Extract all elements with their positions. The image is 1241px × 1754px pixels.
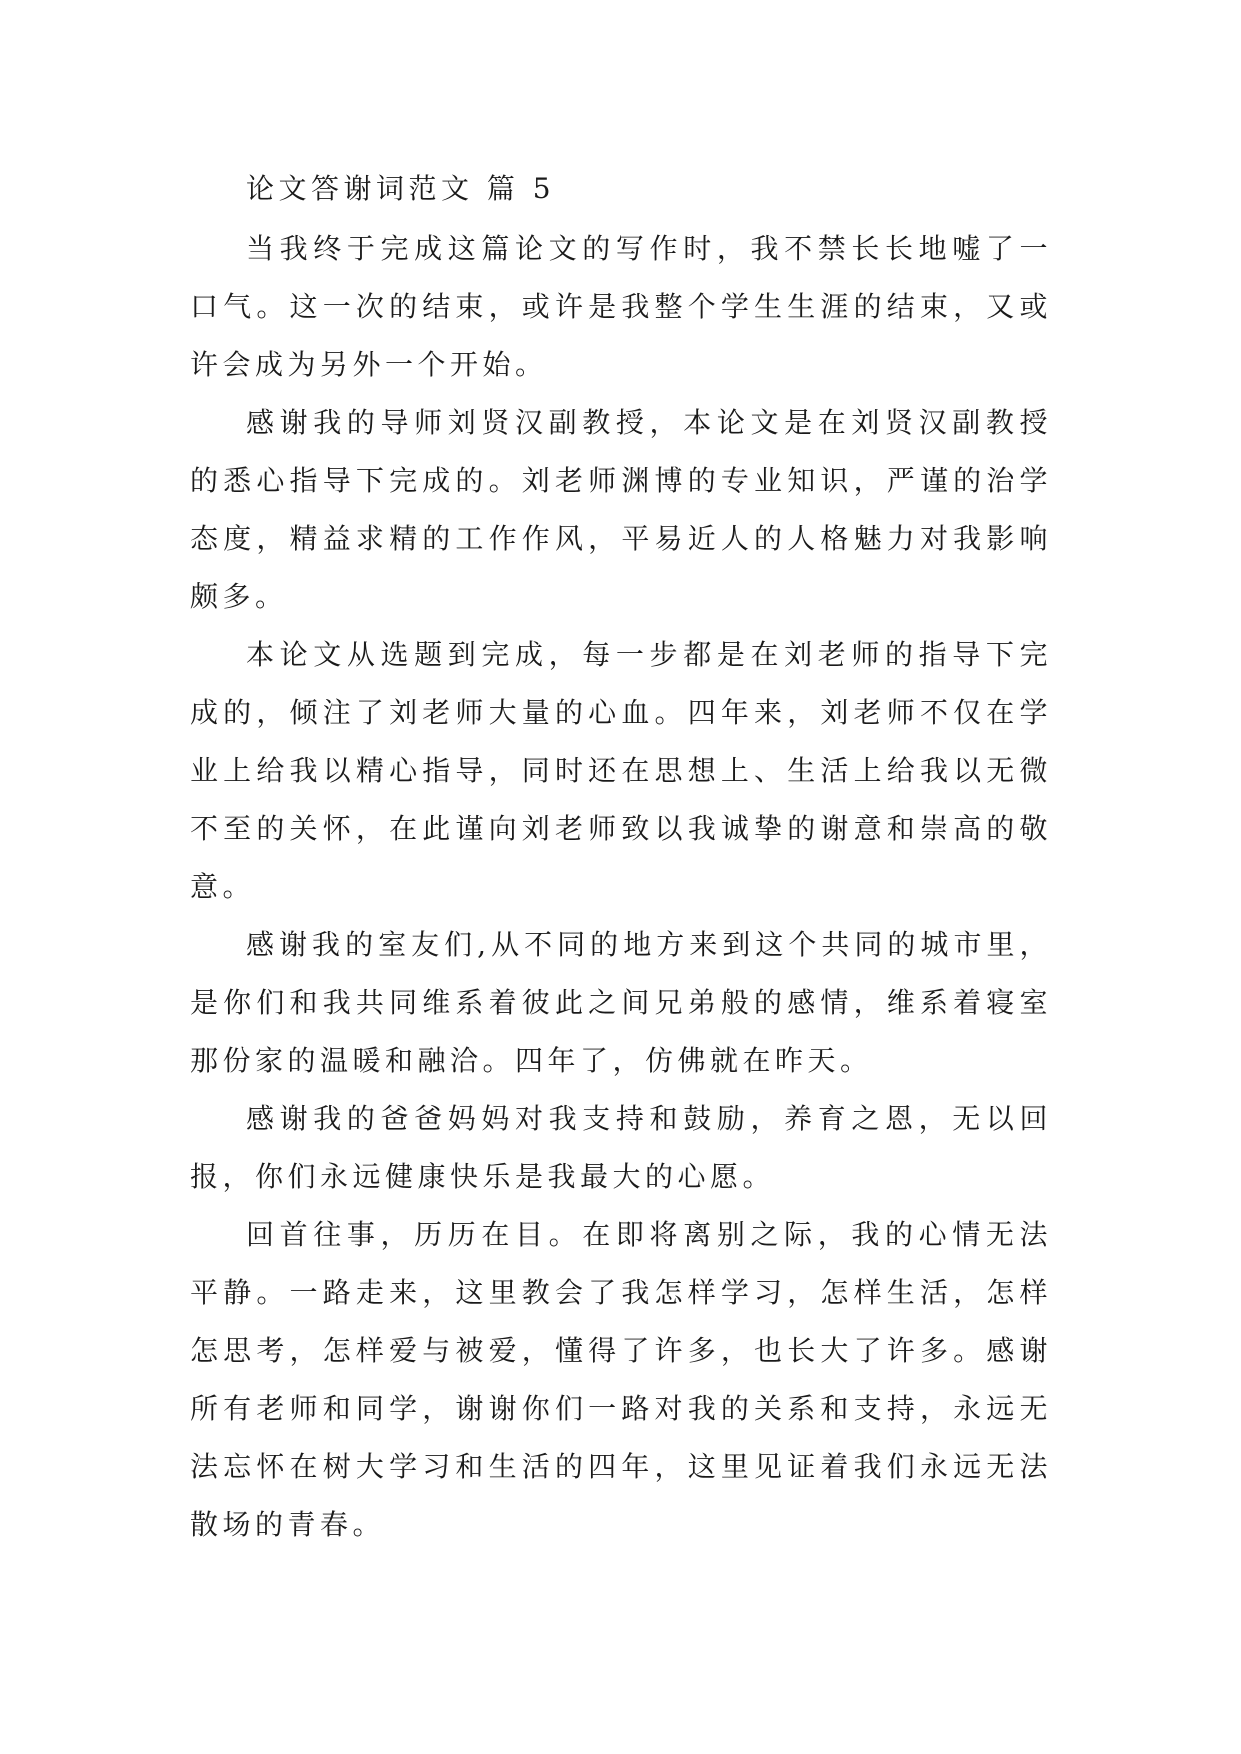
document-title: 论文答谢词范文 篇 5 — [246, 172, 556, 205]
paragraph-roommates: 感谢我的室友们,从不同的地方来到这个共同的城市里，是你们和我共同维系着彼此之间兄弟般的感情，维系着寝室那份家的温暖和融洽。四年了，仿佛就在昨天。 — [190, 928, 1052, 1077]
paragraph-closing: 回首往事，历历在目。在即将离别之际，我的心情无法平静。一路走来，这里教会了我怎样学习，怎样生活，怎样怎思考，怎样爱与被爱，懂得了许多，也长大了许多。感谢所有老师和同学，谢谢你们一路对我的关系和支持，永远无法忘怀在树大学习和生活的四年，这里见证着我们永远无法散场的青春。 — [190, 1218, 1052, 1541]
document-body — [190, 160, 1052, 1554]
paragraph-parents: 感谢我的爸爸妈妈对我支持和鼓励，养育之恩，无以回报，你们永远健康快乐是我最大的心愿。 — [190, 1102, 1052, 1193]
paragraph-advisor-guidance: 本论文从选题到完成，每一步都是在刘老师的指导下完成的，倾注了刘老师大量的心血。四年来，刘老师不仅在学业上给我以精心指导，同时还在思想上、生活上给我以无微不至的关怀，在此谨向刘老师致以我诚挚的谢意和崇高的敬意。 — [190, 638, 1052, 903]
paragraph-advisor: 感谢我的导师刘贤汉副教授，本论文是在刘贤汉副教授的悉心指导下完成的。刘老师渊博的专业知识，严谨的治学态度，精益求精的工作作风，平易近人的人格魅力对我影响颇多。 — [190, 406, 1052, 613]
paragraph-opening: 当我终于完成这篇论文的写作时，我不禁长长地嘘了一口气。这一次的结束，或许是我整个学生生涯的结束，又或许会成为另外一个开始。 — [190, 232, 1052, 381]
